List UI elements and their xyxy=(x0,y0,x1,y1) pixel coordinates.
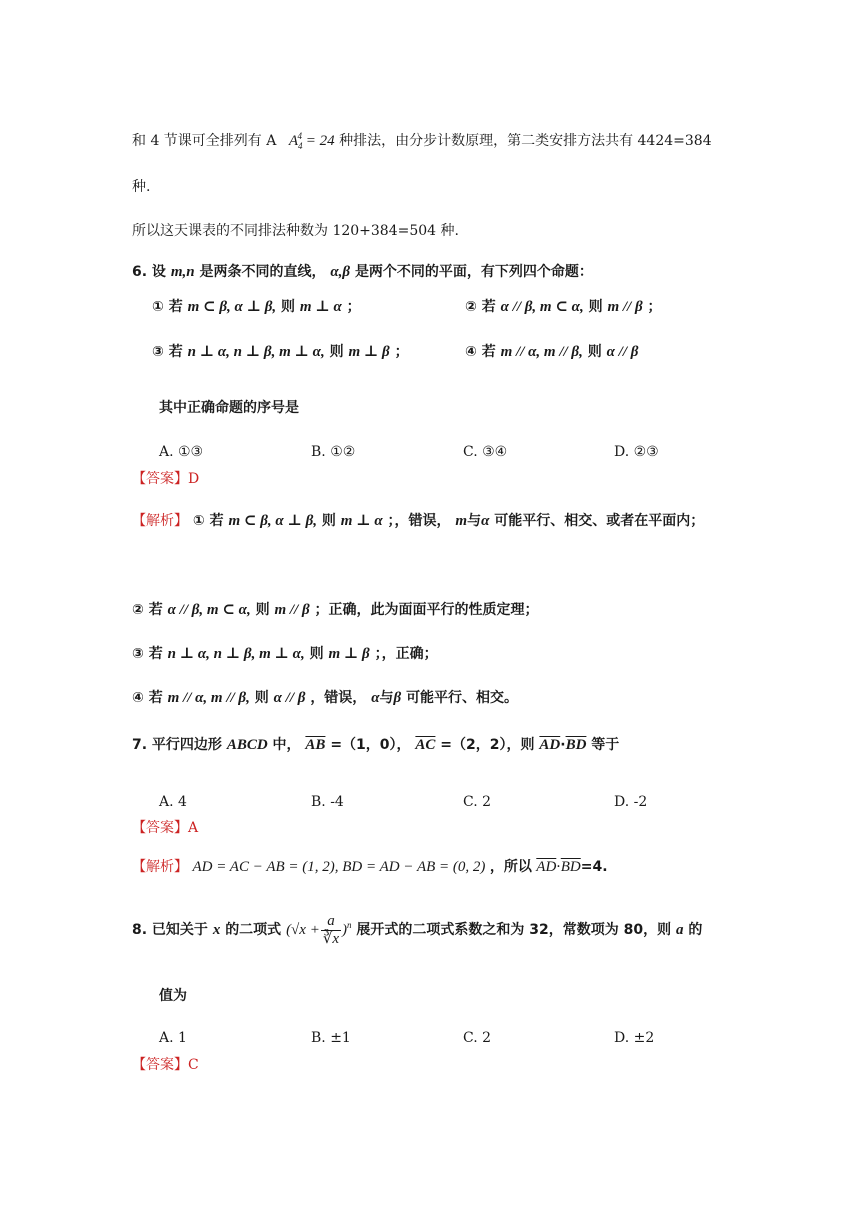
q7-answer xyxy=(132,818,198,838)
math: a xyxy=(676,922,684,938)
vector-ad: $\overline{AD}$ xyxy=(536,859,557,875)
text: 8. 已知关于 xyxy=(132,922,208,938)
q8-option-c: C. 2 xyxy=(463,1030,492,1046)
math: α // β, m ⊂ α, xyxy=(500,299,584,315)
denominator: ∛x xyxy=(322,931,340,948)
text: =4. xyxy=(580,859,608,875)
text: 与 xyxy=(379,690,394,706)
text: 则 xyxy=(255,602,270,618)
text: ① 若 xyxy=(192,513,224,529)
math: α // β xyxy=(606,344,639,360)
text: 则 xyxy=(321,513,336,529)
math: m ⊥ α xyxy=(340,513,383,529)
q6-options xyxy=(159,442,719,462)
answer-value: C xyxy=(188,1057,199,1073)
text: 则 xyxy=(254,690,269,706)
q6-stem xyxy=(132,262,593,282)
q8-option-b: B. ±1 xyxy=(311,1030,351,1046)
math: m ⊥ α xyxy=(299,299,342,315)
text: 与 xyxy=(467,513,482,529)
math: m ⊂ β, α ⊥ β, xyxy=(187,299,277,315)
math: m ⊥ β xyxy=(348,344,390,360)
analysis-tag: 【解析】 xyxy=(132,513,188,529)
math: n ⊥ α, n ⊥ β, m ⊥ α, xyxy=(187,344,325,360)
analysis-tag: 【解析】 xyxy=(132,859,188,875)
permutation-formula: $A_4^4 = 24$ xyxy=(288,131,335,151)
text: ③ 若 xyxy=(132,646,163,662)
answer-tag: 【答案】 xyxy=(132,820,188,836)
math: (√x + xyxy=(286,922,320,938)
text: ② 若 xyxy=(465,299,496,315)
q7-option-d: D. -2 xyxy=(614,794,648,810)
math: α xyxy=(481,513,490,529)
math: m // β xyxy=(607,299,643,315)
text: 种排法，由分步计数原理，第二类安排方法共有 4424=384 xyxy=(339,133,712,149)
q6-option-c: C. ③④ xyxy=(463,444,508,460)
text: 是两条不同的直线， xyxy=(199,264,326,280)
math: m ⊂ β, α ⊥ β, xyxy=(228,513,318,529)
math: α // β xyxy=(273,690,306,706)
text: =（1，0）， xyxy=(330,737,411,753)
math: n ⊥ α, n ⊥ β, m ⊥ α, xyxy=(167,646,305,662)
q6-analysis-3 xyxy=(132,644,438,664)
math: m // α, m // β, xyxy=(500,344,583,360)
text: 7. 平行四边形 xyxy=(132,737,222,753)
text: 中， xyxy=(272,737,301,753)
text: ，所以 xyxy=(489,859,532,875)
numerator: a xyxy=(321,913,341,931)
text: 6. 设 xyxy=(132,264,166,280)
text: ② 若 xyxy=(132,602,163,618)
answer-value: A xyxy=(188,820,199,836)
text: 可能平行、相交、或者在平面内； xyxy=(494,513,705,529)
q6-option-a: A. ①③ xyxy=(159,444,204,460)
q6-proposition-1 xyxy=(152,297,361,317)
answer-value: D xyxy=(188,471,200,487)
q6-option-d: D. ②③ xyxy=(614,444,659,460)
text: ；，正确； xyxy=(374,646,438,662)
q6-option-b: B. ①② xyxy=(311,444,356,460)
math: α // β, m ⊂ α, xyxy=(167,602,251,618)
vector-ad: $\overline{AD}$ xyxy=(539,737,561,753)
text: 可能平行、相交。 xyxy=(406,690,519,706)
text: ④ 若 xyxy=(465,344,496,360)
answer-tag: 【答案】 xyxy=(132,471,188,487)
binomial-expression xyxy=(286,913,352,948)
text: 和 4 节课可全排列有 A xyxy=(132,133,277,149)
math: m,n xyxy=(170,264,195,280)
text: 是两个不同的平面，有下列四个命题： xyxy=(354,264,593,280)
q7-option-c: C. 2 xyxy=(463,794,492,810)
text: ，错误， xyxy=(310,690,367,706)
math: m // α, m // β, xyxy=(167,690,250,706)
q6-analysis-4 xyxy=(132,688,518,708)
math: x xyxy=(212,922,221,938)
text: 等于 xyxy=(591,737,620,753)
q7-option-b: B. -4 xyxy=(311,794,344,810)
math: α xyxy=(371,690,380,706)
math: m ⊥ β xyxy=(328,646,370,662)
math: ABCD xyxy=(226,737,268,753)
q6-proposition-2 xyxy=(465,297,662,317)
math: AD = AC − AB = (1, 2), BD = AD − AB = (0, 2) xyxy=(192,859,486,875)
q6-answer xyxy=(132,469,199,489)
text: ③ 若 xyxy=(152,344,183,360)
text: 则 xyxy=(588,299,603,315)
dot-operator: · xyxy=(560,737,566,753)
q8-options xyxy=(159,1028,719,1048)
text: 则 xyxy=(281,299,296,315)
q8-option-a: A. 1 xyxy=(159,1030,187,1046)
text: 展开式的二项式系数之和为 32，常数项为 80，则 xyxy=(356,922,672,938)
q6-analysis-2 xyxy=(132,600,539,620)
q7-stem xyxy=(132,735,619,755)
text: ； xyxy=(394,344,409,360)
math: m xyxy=(455,513,468,529)
math: ) xyxy=(342,922,348,938)
fraction xyxy=(321,913,341,948)
text: ；正确，此为面面平行的性质定理； xyxy=(314,602,539,618)
text: ；，错误， xyxy=(387,513,451,529)
text: ④ 若 xyxy=(132,690,163,706)
q6-proposition-3 xyxy=(152,342,409,362)
q8-stem-cont: 值为 xyxy=(159,988,187,1004)
q6-ask: 其中正确命题的序号是 xyxy=(159,400,299,416)
vector-bd: $\overline{BD}$ xyxy=(565,737,587,753)
permutation-line-end: 种. xyxy=(132,179,151,195)
text: =（2，2），则 xyxy=(440,737,535,753)
q8-answer xyxy=(132,1055,199,1075)
math: β xyxy=(393,690,402,706)
dot-operator: · xyxy=(556,859,561,875)
q7-options xyxy=(159,792,719,812)
text: 则 xyxy=(587,344,602,360)
text: ① 若 xyxy=(152,299,183,315)
total-line: 所以这天课表的不同排法种数为 120+384=504 种. xyxy=(132,223,459,239)
q6-analysis-1 xyxy=(132,511,704,531)
math: α,β xyxy=(330,264,351,280)
q6-proposition-4 xyxy=(465,342,638,362)
vector-ac: $\overline{AC}$ xyxy=(415,737,436,753)
text: ； xyxy=(647,299,662,315)
text: 的 xyxy=(688,922,703,938)
text: 则 xyxy=(329,344,344,360)
q7-option-a: A. 4 xyxy=(159,794,187,810)
answer-tag: 【答案】 xyxy=(132,1057,188,1073)
q7-analysis xyxy=(132,857,608,877)
vector-ab: $\overline{AB}$ xyxy=(305,737,326,753)
q8-stem xyxy=(132,908,702,948)
permutation-line xyxy=(132,126,712,156)
vector-bd: $\overline{BD}$ xyxy=(560,859,581,875)
q8-option-d: D. ±2 xyxy=(614,1030,655,1046)
math: m // β xyxy=(274,602,310,618)
exponent: n xyxy=(347,920,352,930)
text: 则 xyxy=(309,646,324,662)
text: ； xyxy=(346,299,361,315)
text: 的二项式 xyxy=(225,922,282,938)
